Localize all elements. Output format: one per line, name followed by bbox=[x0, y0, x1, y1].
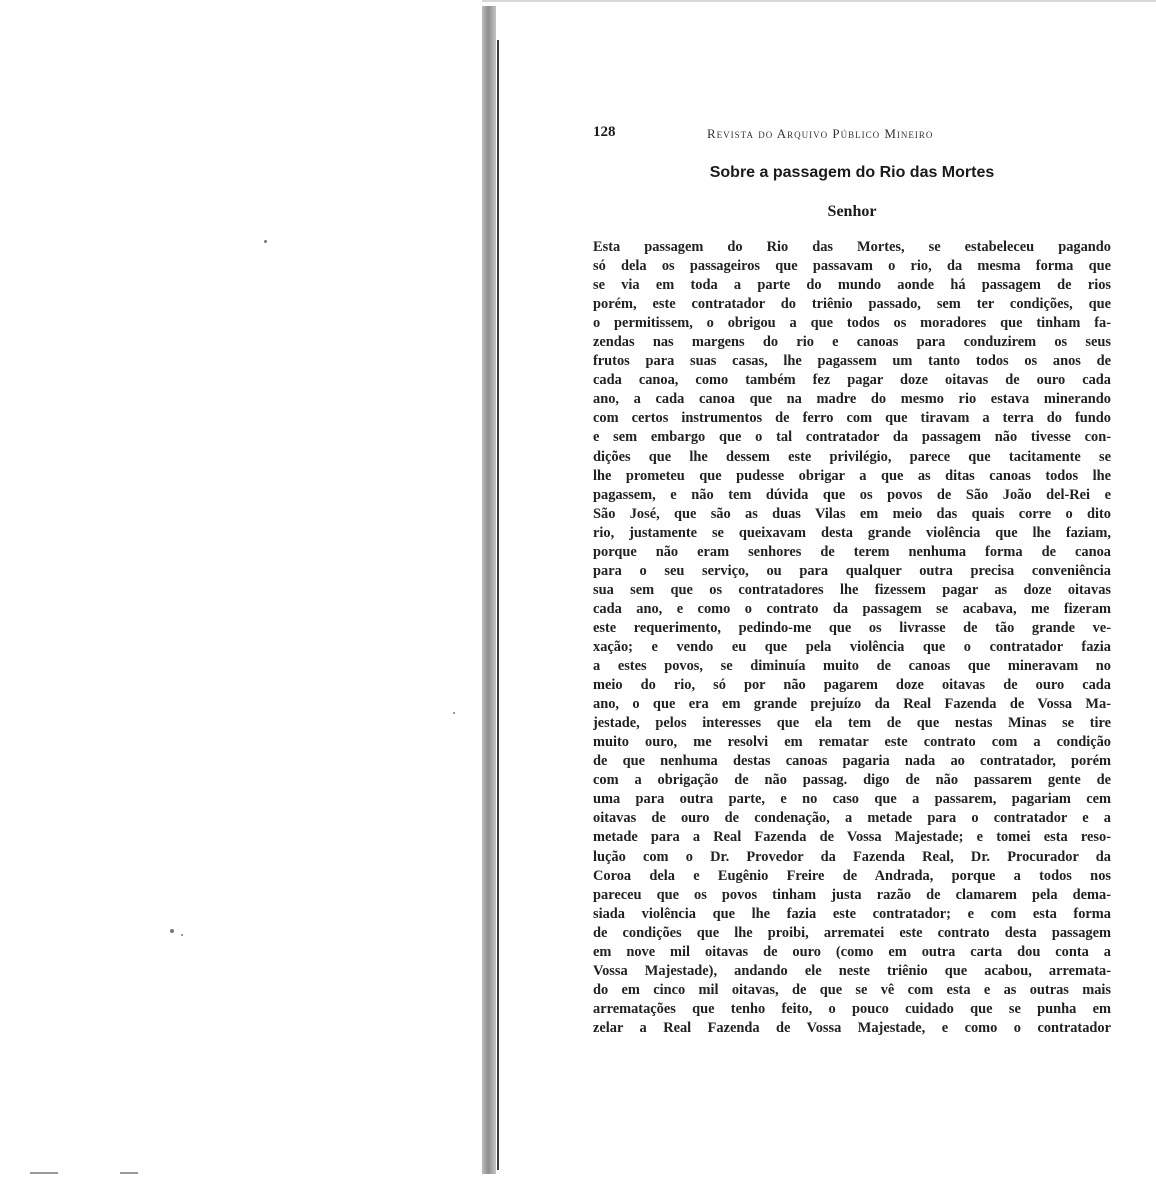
text-line: São José, que são as duas Vilas em meio das quais corre o dito bbox=[593, 505, 1111, 522]
left-blank-page bbox=[0, 0, 482, 1177]
bottom-edge-mark bbox=[120, 1172, 138, 1174]
scan-speck bbox=[264, 240, 267, 243]
scan-speck bbox=[181, 934, 183, 936]
text-line: a estes povos, se diminuía muito de canoas que mineravam no bbox=[593, 658, 1111, 675]
text-line: dições que lhe dessem este privilégio, parece que tacitamente se bbox=[593, 448, 1111, 465]
text-line: com certos instrumentos de ferro com que tiravam a terra do fundo bbox=[593, 410, 1111, 427]
text-line: o permitissem, o obrigou a que todos os moradores que tinham fa- bbox=[593, 315, 1111, 332]
text-line: e sem embargo que o tal contratador da passagem não tivesse con- bbox=[593, 429, 1111, 446]
text-line: oitavas de ouro de condenação, a metade para o contratador e a bbox=[593, 810, 1111, 827]
text-line: porque não eram senhores de terem nenhuma forma de canoa bbox=[593, 543, 1111, 560]
page-header bbox=[593, 124, 1111, 144]
text-line: xação; e vendo eu que pela violência que o contratador fazia bbox=[593, 638, 1111, 655]
text-line: este requerimento, pedindo-me que os livrasse de tão grande ve- bbox=[593, 619, 1111, 636]
text-line: Vossa Majestade), andando ele neste triênio que acabou, arremata- bbox=[593, 962, 1111, 979]
text-line: do em cinco mil oitavas, de que se vê com esta e as outras mais bbox=[593, 981, 1111, 998]
text-line: cada ano, e como o contrato da passagem se acabava, me fizeram bbox=[593, 600, 1111, 617]
salutation: Senhor bbox=[827, 203, 877, 220]
text-line: muito ouro, me resolvi em rematar este contrato com a condição bbox=[593, 734, 1111, 751]
book-gutter bbox=[482, 6, 496, 1174]
text-line: ano, o que era em grande prejuízo da Real Fazenda de Vossa Ma- bbox=[593, 696, 1111, 713]
text-line: se via em toda a parte do mundo aonde há passagem de rios bbox=[593, 277, 1111, 294]
text-line: frutos para suas casas, lhe pagassem um tanto todos os anos de bbox=[593, 353, 1111, 370]
text-line: meio do rio, só por não pagarem doze oitavas de ouro cada bbox=[593, 677, 1111, 694]
text-line: porém, este contratador do triênio passado, sem ter condições, que bbox=[593, 296, 1111, 313]
text-line: arrematações que tenho feito, o pouco cuidado que se punha em bbox=[593, 1000, 1111, 1017]
text-line: Coroa dela e Eugênio Freire de Andrada, porque a todos nos bbox=[593, 867, 1111, 884]
text-line: em nove mil oitavas de ouro (como em outra carta dou conta a bbox=[593, 943, 1111, 960]
text-line: para o seu serviço, ou para qualquer outra precisa conveniência bbox=[593, 562, 1111, 579]
text-line: rio, justamente se queixavam desta grande violência que lhe faziam, bbox=[593, 524, 1111, 541]
page-number: 128 bbox=[593, 124, 616, 140]
text-line: Esta passagem do Rio das Mortes, se estabeleceu pagando bbox=[593, 239, 1111, 255]
text-line: com a obrigação de não passag. digo de não passarem gente de bbox=[593, 772, 1111, 789]
gutter-shadow-line bbox=[497, 40, 499, 1170]
text-line: ano, a cada canoa que na madre do mesmo rio estava minerando bbox=[593, 391, 1111, 408]
text-line: siada violência que lhe fazia este contratador; e com esta forma bbox=[593, 905, 1111, 922]
text-line: cada canoa, como também fez pagar doze oitavas de ouro cada bbox=[593, 372, 1111, 389]
text-line: de condições que lhe proibi, arrematei este contrato desta passagem bbox=[593, 924, 1111, 941]
text-line: zelar a Real Fazenda de Vossa Majestade, e como o contratador bbox=[593, 1019, 1111, 1036]
text-line: jestade, pelos interesses que ela tem de que nestas Minas se tire bbox=[593, 715, 1111, 732]
text-line: lhe prometeu que pudesse obrigar a que as ditas canoas todos lhe bbox=[593, 467, 1111, 484]
text-line: pagassem, e não tem dúvida que os povos de São João del-Rei e bbox=[593, 486, 1111, 503]
bottom-edge-mark bbox=[30, 1172, 58, 1174]
text-line: zendas nas margens do rio e canoas para conduzirem os seus bbox=[593, 334, 1111, 351]
text-line: só dela os passageiros que passavam o rio, da mesma forma que bbox=[593, 258, 1111, 275]
text-line: lução com o Dr. Provedor da Fazenda Real, Dr. Procurador da bbox=[593, 848, 1111, 865]
text-line: sua sem que os contratadores lhe fizessem pagar as doze oitavas bbox=[593, 581, 1111, 598]
text-line: pareceu que os povos tinham justa razão de clamarem pela dema- bbox=[593, 886, 1111, 903]
text-line: uma para outra parte, e no caso que a passarem, pagariam cem bbox=[593, 791, 1111, 808]
body-text bbox=[593, 238, 1111, 1038]
scan-speck bbox=[170, 929, 174, 933]
text-line: metade para a Real Fazenda de Vossa Majestade; e tomei esta reso- bbox=[593, 829, 1111, 846]
text-line: de que nenhuma destas canoas pagaria nada ao contratador, porém bbox=[593, 753, 1111, 770]
document-title: Sobre a passagem do Rio das Mortes bbox=[709, 164, 995, 181]
running-head: Revista do Arquivo Público Mineiro bbox=[707, 126, 934, 141]
scan-speck bbox=[453, 712, 455, 714]
